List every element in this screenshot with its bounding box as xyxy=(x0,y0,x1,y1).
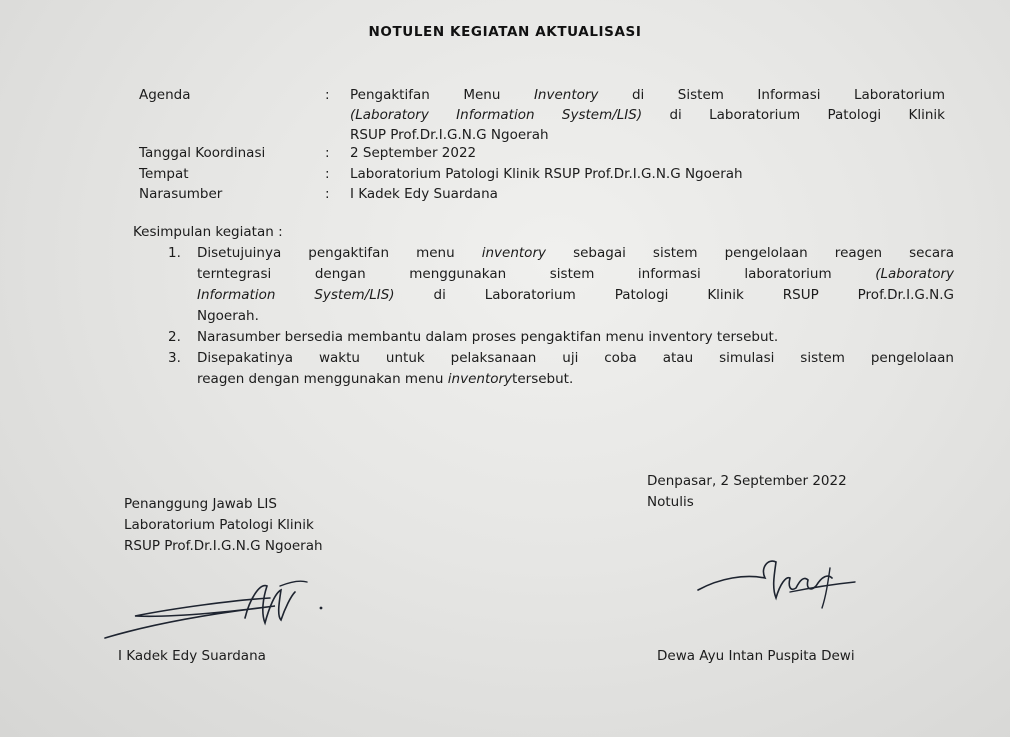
tanggal-label: Tanggal Koordinasi xyxy=(139,145,266,161)
list-item xyxy=(197,243,954,327)
item-number-3: 3. xyxy=(168,350,181,366)
item1-text-c: terntegrasi dengan menggunakan sistem informasi laboratorium xyxy=(197,266,832,282)
item-number-2: 2. xyxy=(168,329,181,345)
agenda-value xyxy=(350,85,945,145)
item1-text-d: di Laboratorium Patologi Klinik RSUP Prof.Dr.I.G.N.G xyxy=(433,287,955,303)
tanggal-colon: : xyxy=(325,145,330,161)
item3-text-c: tersebut. xyxy=(512,371,574,387)
narasumber-value: I Kadek Edy Suardana xyxy=(350,186,498,202)
item1-lis-a: (Laboratory xyxy=(875,266,954,282)
item3-text-b: reagen dengan menggunakan menu xyxy=(197,371,444,387)
item1-lis-b: Information System/LIS) xyxy=(197,287,395,303)
agenda-text-2: di Sistem Informasi Laboratorium xyxy=(631,87,946,103)
agenda-inventory: Inventory xyxy=(533,87,599,103)
item-number-1: 1. xyxy=(168,245,181,261)
left-signer-name: I Kadek Edy Suardana xyxy=(118,648,266,664)
agenda-lis: (Laboratory Information System/LIS) xyxy=(350,107,643,123)
agenda-text-3: di Laboratorium Patologi Klinik xyxy=(669,107,946,123)
document-title: NOTULEN KEGIATAN AKTUALISASI xyxy=(368,24,642,40)
item3-inventory: inventory xyxy=(447,371,513,387)
item1-text-a: Disetujuinya pengaktifan menu xyxy=(197,245,455,261)
item3-text-a: Disepakatinya waktu untuk pelaksanaan uji coba atau simulasi sistem pengelolaan xyxy=(197,350,954,366)
agenda-colon: : xyxy=(325,87,330,103)
kesimpulan-label: Kesimpulan kegiatan : xyxy=(133,224,283,240)
place-date: Denpasar, 2 September 2022 xyxy=(647,473,847,489)
narasumber-colon: : xyxy=(325,186,330,202)
list-item xyxy=(197,348,954,390)
tempat-label: Tempat xyxy=(139,166,189,182)
list-item xyxy=(197,327,954,348)
agenda-label: Agenda xyxy=(139,87,191,103)
tempat-value: Laboratorium Patologi Klinik RSUP Prof.Dr.I.G.N.G Ngoerah xyxy=(350,166,743,182)
item1-inventory: inventory xyxy=(481,245,546,261)
right-signer-name: Dewa Ayu Intan Puspita Dewi xyxy=(657,648,855,664)
agenda-text-4: RSUP Prof.Dr.I.G.N.G Ngoerah xyxy=(350,127,549,143)
narasumber-label: Narasumber xyxy=(139,186,223,202)
left-role-line2: Laboratorium Patologi Klinik xyxy=(124,517,314,533)
notulis-role: Notulis xyxy=(647,494,694,510)
tempat-colon: : xyxy=(325,166,330,182)
tanggal-value: 2 September 2022 xyxy=(350,145,477,161)
agenda-text-1: Pengaktifan Menu xyxy=(350,87,501,103)
item2-text: Narasumber bersedia membantu dalam proses pengaktifan menu inventory tersebut. xyxy=(197,329,779,345)
left-role-line3: RSUP Prof.Dr.I.G.N.G Ngoerah xyxy=(124,538,323,554)
item1-text-e: Ngoerah. xyxy=(197,308,259,324)
left-role-line1: Penanggung Jawab LIS xyxy=(124,496,277,512)
item1-text-b: sebagai sistem pengelolaan reagen secara xyxy=(573,245,955,261)
